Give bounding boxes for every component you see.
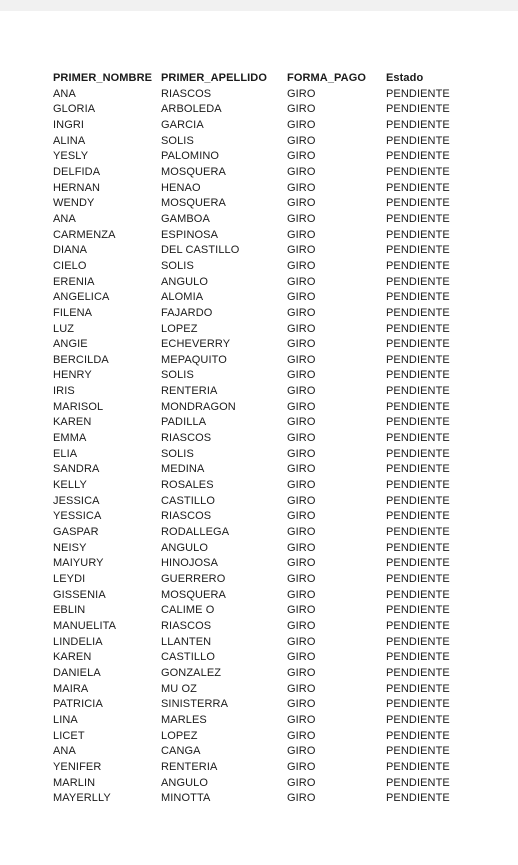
cell-estado: PENDIENTE [386, 385, 450, 398]
table-row [53, 400, 466, 416]
table-row [53, 697, 466, 713]
cell-forma-pago: GIRO [287, 713, 316, 726]
cell-estado: PENDIENTE [386, 447, 450, 460]
cell-estado: PENDIENTE [386, 338, 450, 351]
cell-estado: PENDIENTE [386, 666, 450, 679]
cell-primer-nombre: KAREN [53, 651, 92, 664]
cell-estado: PENDIENTE [386, 212, 450, 225]
cell-primer-nombre: PATRICIA [53, 698, 103, 711]
table-row [53, 415, 466, 431]
cell-primer-apellido: RENTERIA [161, 385, 218, 398]
table-row [53, 760, 466, 776]
cell-forma-pago: GIRO [287, 573, 316, 585]
cell-estado: PENDIENTE [386, 557, 450, 570]
table-row [53, 447, 466, 463]
cell-forma-pago: GIRO [287, 619, 316, 632]
cell-primer-nombre: EBLIN [53, 604, 86, 617]
cell-forma-pago: GIRO [287, 698, 316, 711]
cell-primer-nombre: KAREN [53, 416, 92, 429]
cell-estado: PENDIENTE [386, 619, 450, 632]
cell-primer-nombre: ERENIA [53, 275, 95, 288]
cell-primer-nombre: GASPAR [53, 526, 99, 539]
cell-forma-pago: GIRO [287, 479, 316, 492]
cell-estado: PENDIENTE [386, 479, 450, 492]
cell-estado: PENDIENTE [386, 573, 450, 585]
cell-primer-nombre: INGRI [53, 118, 85, 131]
cell-primer-nombre: YESLY [53, 150, 89, 163]
cell-primer-apellido: GAMBOA [161, 212, 210, 225]
cell-primer-nombre: MANUELITA [53, 619, 117, 632]
cell-primer-nombre: LEYDI [53, 573, 86, 585]
table-row [53, 275, 466, 291]
cell-forma-pago: GIRO [287, 150, 316, 163]
cell-estado: PENDIENTE [386, 322, 450, 335]
cell-primer-apellido: ROSALES [161, 479, 214, 492]
cell-primer-nombre: ANA [53, 745, 76, 758]
cell-estado: PENDIENTE [386, 197, 450, 210]
cell-estado: PENDIENTE [386, 494, 450, 507]
cell-primer-nombre: HENRY [53, 369, 92, 382]
payments-table [53, 71, 466, 807]
cell-primer-apellido: MU OZ [161, 682, 197, 695]
column-header-estado: Estado [386, 72, 424, 84]
cell-primer-apellido: HENAO [161, 181, 201, 194]
cell-forma-pago: GIRO [287, 635, 316, 648]
cell-estado: PENDIENTE [386, 792, 450, 805]
table-row [53, 525, 466, 541]
cell-forma-pago: GIRO [287, 181, 316, 194]
cell-estado: PENDIENTE [386, 118, 450, 131]
cell-forma-pago: GIRO [287, 259, 316, 272]
cell-primer-apellido: RIASCOS [161, 619, 212, 632]
cell-primer-nombre: LINA [53, 713, 78, 726]
cell-forma-pago: GIRO [287, 682, 316, 695]
cell-primer-nombre: BERCILDA [53, 353, 109, 366]
table-row [53, 635, 466, 651]
table-row [53, 322, 466, 338]
cell-estado: PENDIENTE [386, 526, 450, 539]
table-row [53, 368, 466, 384]
table-row [53, 776, 466, 792]
table-row [53, 102, 466, 118]
cell-forma-pago: GIRO [287, 385, 316, 398]
cell-forma-pago: GIRO [287, 588, 316, 601]
cell-forma-pago: GIRO [287, 338, 316, 351]
cell-primer-nombre: MAIRA [53, 682, 89, 695]
table-row [53, 619, 466, 635]
cell-primer-apellido: MOSQUERA [161, 197, 226, 210]
cell-primer-nombre: YESSICA [53, 510, 102, 523]
cell-forma-pago: GIRO [287, 118, 316, 131]
cell-forma-pago: GIRO [287, 557, 316, 570]
cell-primer-apellido: SOLIS [161, 447, 194, 460]
cell-estado: PENDIENTE [386, 134, 450, 147]
table-row [53, 541, 466, 557]
cell-estado: PENDIENTE [386, 291, 450, 304]
table-row [53, 290, 466, 306]
cell-estado: PENDIENTE [386, 306, 450, 319]
cell-estado: PENDIENTE [386, 87, 450, 100]
cell-primer-nombre: MAYERLLY [53, 792, 111, 805]
cell-forma-pago: GIRO [287, 745, 316, 758]
cell-forma-pago: GIRO [287, 510, 316, 523]
cell-forma-pago: GIRO [287, 103, 316, 116]
cell-estado: PENDIENTE [386, 541, 450, 554]
table-row [53, 196, 466, 212]
cell-primer-nombre: GLORIA [53, 103, 96, 116]
cell-primer-nombre: HERNAN [53, 181, 101, 194]
cell-primer-apellido: MONDRAGON [161, 400, 236, 413]
cell-primer-apellido: GARCIA [161, 118, 204, 131]
cell-primer-apellido: SOLIS [161, 259, 194, 272]
column-header-primer-apellido: PRIMER_APELLIDO [161, 72, 268, 84]
cell-estado: PENDIENTE [386, 416, 450, 429]
cell-primer-apellido: MEPAQUITO [161, 353, 227, 366]
cell-forma-pago: GIRO [287, 322, 316, 335]
table-row [53, 337, 466, 353]
table-row [53, 149, 466, 165]
cell-primer-apellido: CALIME O [161, 604, 215, 617]
table-row [53, 494, 466, 510]
cell-estado: PENDIENTE [386, 510, 450, 523]
cell-estado: PENDIENTE [386, 713, 450, 726]
cell-estado: PENDIENTE [386, 259, 450, 272]
cell-primer-apellido: ARBOLEDA [161, 103, 222, 116]
cell-forma-pago: GIRO [287, 369, 316, 382]
table-row [53, 650, 466, 666]
cell-forma-pago: GIRO [287, 666, 316, 679]
top-edge-strip [0, 0, 518, 11]
cell-estado: PENDIENTE [386, 150, 450, 163]
cell-estado: PENDIENTE [386, 181, 450, 194]
cell-forma-pago: GIRO [287, 212, 316, 225]
cell-estado: PENDIENTE [386, 275, 450, 288]
cell-primer-apellido: CASTILLO [161, 494, 215, 507]
cell-primer-nombre: MAIYURY [53, 557, 104, 570]
table-row [53, 478, 466, 494]
table-row [53, 228, 466, 244]
cell-forma-pago: GIRO [287, 400, 316, 413]
cell-primer-nombre: NEISY [53, 541, 87, 554]
cell-primer-nombre: EMMA [53, 432, 87, 445]
table-row [53, 259, 466, 275]
cell-forma-pago: GIRO [287, 463, 316, 476]
cell-primer-apellido: FAJARDO [161, 306, 213, 319]
cell-primer-nombre: ANA [53, 87, 76, 100]
table-row [53, 134, 466, 150]
cell-primer-nombre: CARMENZA [53, 228, 116, 241]
cell-estado: PENDIENTE [386, 432, 450, 445]
table-row [53, 431, 466, 447]
cell-primer-nombre: KELLY [53, 479, 87, 492]
cell-estado: PENDIENTE [386, 353, 450, 366]
cell-primer-apellido: LOPEZ [161, 729, 198, 742]
cell-primer-nombre: IRIS [53, 385, 75, 398]
cell-primer-nombre: LINDELIA [53, 635, 103, 648]
cell-primer-nombre: ANA [53, 212, 76, 225]
table-row [53, 181, 466, 197]
table-row [53, 713, 466, 729]
table-body [53, 87, 466, 807]
table-row [53, 306, 466, 322]
table-row [53, 791, 466, 807]
cell-primer-apellido: HINOJOSA [161, 557, 219, 570]
table-header-row [53, 71, 466, 87]
table-row [53, 572, 466, 588]
cell-forma-pago: GIRO [287, 353, 316, 366]
cell-forma-pago: GIRO [287, 87, 316, 100]
cell-forma-pago: GIRO [287, 651, 316, 664]
table-row [53, 509, 466, 525]
cell-estado: PENDIENTE [386, 760, 450, 773]
table-row [53, 118, 466, 134]
table-row [53, 212, 466, 228]
cell-estado: PENDIENTE [386, 165, 450, 178]
cell-estado: PENDIENTE [386, 103, 450, 116]
cell-forma-pago: GIRO [287, 416, 316, 429]
cell-primer-apellido: SINISTERRA [161, 698, 229, 711]
cell-primer-apellido: CANGA [161, 745, 201, 758]
cell-estado: PENDIENTE [386, 682, 450, 695]
cell-forma-pago: GIRO [287, 165, 316, 178]
cell-estado: PENDIENTE [386, 369, 450, 382]
table-row [53, 353, 466, 369]
cell-primer-apellido: LOPEZ [161, 322, 198, 335]
cell-estado: PENDIENTE [386, 698, 450, 711]
cell-forma-pago: GIRO [287, 447, 316, 460]
cell-forma-pago: GIRO [287, 432, 316, 445]
cell-primer-apellido: SOLIS [161, 369, 194, 382]
cell-primer-apellido: ECHEVERRY [161, 338, 231, 351]
cell-forma-pago: GIRO [287, 275, 316, 288]
cell-primer-apellido: ALOMIA [161, 291, 204, 304]
cell-primer-nombre: LUZ [53, 322, 75, 335]
cell-estado: PENDIENTE [386, 776, 450, 789]
cell-estado: PENDIENTE [386, 588, 450, 601]
cell-primer-apellido: PADILLA [161, 416, 207, 429]
cell-primer-nombre: ALINA [53, 134, 86, 147]
cell-estado: PENDIENTE [386, 651, 450, 664]
cell-forma-pago: GIRO [287, 604, 316, 617]
table-row [53, 666, 466, 682]
cell-primer-apellido: RENTERIA [161, 760, 218, 773]
cell-forma-pago: GIRO [287, 306, 316, 319]
cell-estado: PENDIENTE [386, 463, 450, 476]
cell-primer-nombre: LICET [53, 729, 85, 742]
table-row [53, 87, 466, 103]
cell-primer-apellido: LLANTEN [161, 635, 212, 648]
cell-estado: PENDIENTE [386, 635, 450, 648]
cell-primer-nombre: YENIFER [53, 760, 102, 773]
cell-primer-nombre: MARISOL [53, 400, 104, 413]
cell-primer-apellido: ANGULO [161, 776, 209, 789]
cell-primer-apellido: RIASCOS [161, 432, 212, 445]
cell-primer-apellido: RIASCOS [161, 87, 212, 100]
cell-forma-pago: GIRO [287, 760, 316, 773]
cell-primer-nombre: FILENA [53, 306, 93, 319]
table-row [53, 165, 466, 181]
cell-primer-apellido: ANGULO [161, 541, 209, 554]
cell-primer-apellido: SOLIS [161, 134, 194, 147]
cell-primer-apellido: ESPINOSA [161, 228, 219, 241]
table-row [53, 603, 466, 619]
cell-primer-nombre: ANGELICA [53, 291, 110, 304]
table-row [53, 462, 466, 478]
cell-primer-nombre: DELFIDA [53, 165, 101, 178]
table-row [53, 588, 466, 604]
column-header-forma-pago: FORMA_PAGO [287, 72, 367, 84]
cell-forma-pago: GIRO [287, 197, 316, 210]
cell-primer-apellido: GONZALEZ [161, 666, 222, 679]
cell-forma-pago: GIRO [287, 494, 316, 507]
cell-primer-apellido: PALOMINO [161, 150, 220, 163]
cell-primer-nombre: SANDRA [53, 463, 100, 476]
cell-forma-pago: GIRO [287, 541, 316, 554]
cell-primer-nombre: WENDY [53, 197, 95, 210]
cell-primer-nombre: DANIELA [53, 666, 101, 679]
cell-forma-pago: GIRO [287, 228, 316, 241]
cell-primer-apellido: GUERRERO [161, 573, 226, 585]
cell-primer-apellido: MOSQUERA [161, 165, 226, 178]
table-row [53, 729, 466, 745]
cell-primer-apellido: ANGULO [161, 275, 209, 288]
cell-estado: PENDIENTE [386, 228, 450, 241]
table-row [53, 682, 466, 698]
cell-forma-pago: GIRO [287, 244, 316, 257]
cell-estado: PENDIENTE [386, 400, 450, 413]
table-row [53, 744, 466, 760]
cell-estado: PENDIENTE [386, 729, 450, 742]
cell-primer-apellido: DEL CASTILLO [161, 244, 240, 257]
cell-forma-pago: GIRO [287, 291, 316, 304]
cell-primer-nombre: ELIA [53, 447, 78, 460]
cell-primer-apellido: RODALLEGA [161, 526, 230, 539]
cell-forma-pago: GIRO [287, 526, 316, 539]
cell-primer-apellido: RIASCOS [161, 510, 212, 523]
cell-estado: PENDIENTE [386, 745, 450, 758]
table-row [53, 243, 466, 259]
cell-primer-apellido: MEDINA [161, 463, 205, 476]
cell-forma-pago: GIRO [287, 134, 316, 147]
cell-forma-pago: GIRO [287, 776, 316, 789]
cell-primer-apellido: MARLES [161, 713, 207, 726]
cell-primer-nombre: MARLIN [53, 776, 96, 789]
column-header-primer-nombre: PRIMER_NOMBRE [53, 72, 153, 84]
cell-primer-apellido: MOSQUERA [161, 588, 226, 601]
cell-forma-pago: GIRO [287, 792, 316, 805]
table-row [53, 556, 466, 572]
cell-primer-nombre: CIELO [53, 259, 87, 272]
table-row [53, 384, 466, 400]
cell-estado: PENDIENTE [386, 244, 450, 257]
cell-primer-nombre: DIANA [53, 244, 88, 257]
cell-primer-apellido: MINOTTA [161, 792, 211, 805]
cell-primer-apellido: CASTILLO [161, 651, 215, 664]
cell-primer-nombre: GISSENIA [53, 588, 106, 601]
cell-primer-nombre: ANGIE [53, 338, 88, 351]
cell-primer-nombre: JESSICA [53, 494, 100, 507]
cell-estado: PENDIENTE [386, 604, 450, 617]
cell-forma-pago: GIRO [287, 729, 316, 742]
